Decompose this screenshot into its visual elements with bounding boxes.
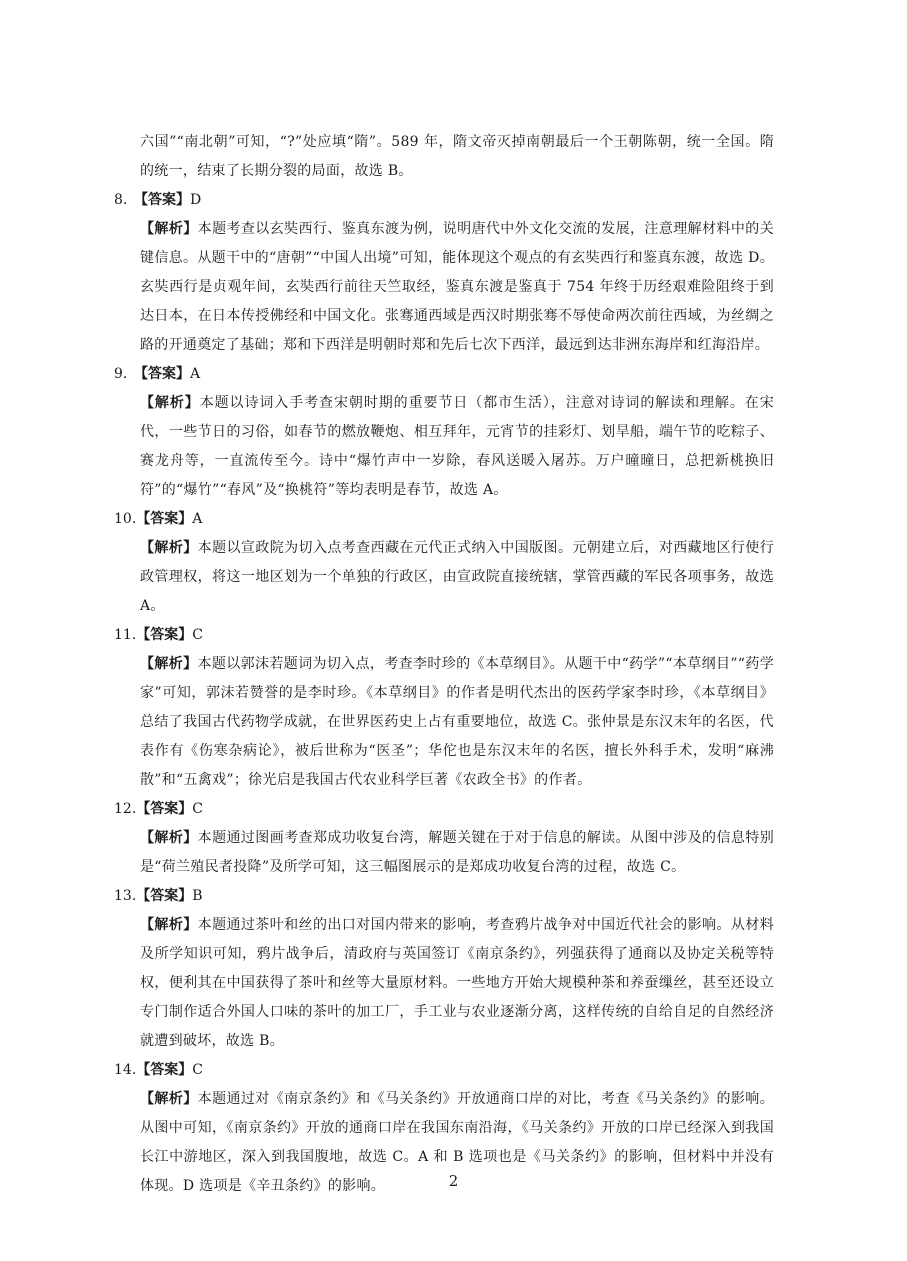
answer-explanations	[114, 128, 774, 1201]
analysis-text: 本题通过茶叶和丝的出口对国内带来的影响，考查鸦片战争对中国近代社会的影响。从材料及所学知识可知，鸦片战争后，清政府与英国签订《南京条约》，列强获得了通商以及协定关税等特权，便利其在中国获得了茶叶和丝等大量原材料。一些地方开始大规模种茶和养蚕缫丝，甚至还设立专门制作适合外国人口味的茶叶的加工厂，手工业与农业逐渐分离，这样传统的自给自足的自然经济就遭到破坏，故选 B。	[140, 917, 775, 1049]
answer-tag: 【答案】	[134, 192, 190, 208]
analysis-tag: 【解析】	[140, 830, 198, 846]
answer-value: A	[190, 366, 201, 382]
item-9	[114, 360, 774, 505]
answer-tag: 【答案】	[136, 511, 193, 527]
item-13	[114, 882, 774, 1056]
item-number: 12.	[114, 801, 137, 817]
answer-value: C	[192, 627, 203, 643]
item-number: 9.	[114, 366, 128, 382]
item-number: 8.	[114, 192, 128, 208]
page-number: 2	[448, 1172, 459, 1190]
item-11	[114, 621, 774, 795]
item-number: 10.	[114, 511, 137, 527]
answer-tag: 【答案】	[136, 627, 193, 643]
intro-paragraph: 六国”“南北朝”可知，“?”处应填“隋”。589 年，隋文帝灭掉南朝最后一个王朝陈朝，统一全国。隋的统一，结束了长期分裂的局面，故选 B。	[140, 134, 774, 179]
answer-tag: 【答案】	[134, 366, 190, 382]
answer-value: C	[192, 1062, 203, 1078]
analysis-text: 本题通过对《南京条约》和《马关条约》开放通商口岸的对比，考查《马关条约》的影响。从图中可知，《南京条约》开放的通商口岸在我国东南沿海，《马关条约》开放的口岸已经深入到我国长江中游地区，深入到我国腹地，故选 C。A 和 B 选项也是《马关条约》的影响，但材料中并没有体现。D 选项是《辛丑条约》的影响。	[140, 1091, 775, 1194]
analysis-text: 本题考查以玄奘西行、鉴真东渡为例，说明唐代中外文化交流的发展，注意理解材料中的关键信息。从题干中的“唐朝”“中国人出境”可知，能体现这个观点的有玄奘西行和鉴真东渡，故选 D。玄奘西行是贞观年间，玄奘西行前往天竺取经，鉴真东渡是鉴真于 754 年终于历经艰难险阻终于到达日本，在日本传授佛经和中国文化。张骞通西域是西汉时期张骞不辱使命两次前往西域，为丝绸之路的开通奠定了基础；郑和下西洋是明朝时郑和先后七次下西洋，最远到达非洲东海岸和红海沿岸。	[140, 221, 775, 353]
analysis-text: 本题通过图画考查郑成功收复台湾，解题关键在于对于信息的解读。从图中涉及的信息特别是“荷兰殖民者投降”及所学可知，这三幅图展示的是郑成功收复台湾的过程，故选 C。	[140, 830, 775, 875]
analysis-tag: 【解析】	[140, 917, 198, 933]
analysis-text: 本题以宣政院为切入点考查西藏在元代正式纳入中国版图。元朝建立后，对西藏地区行使行政管理权，将这一地区划为一个单独的行政区，由宣政院直接统辖，掌管西藏的军民各项事务，故选 A。	[140, 540, 775, 614]
analysis-text: 本题以诗词入手考查宋朝时期的重要节日（都市生活），注意对诗词的解读和理解。在宋代，一些节日的习俗，如春节的燃放鞭炮、相互拜年，元宵节的挂彩灯、划旱船，端午节的吃粽子、赛龙舟等，一直流传至今。诗中“爆竹声中一岁除，春风送暖入屠苏。万户曈曈日，总把新桃换旧符”的“爆竹”“春风”及“换桃符”等均表明是春节，故选 A。	[140, 395, 774, 498]
item-12	[114, 795, 774, 882]
item-number: 11.	[114, 627, 137, 643]
answer-tag: 【答案】	[136, 1062, 193, 1078]
analysis-tag: 【解析】	[140, 221, 198, 237]
analysis-tag: 【解析】	[140, 656, 198, 672]
answer-tag: 【答案】	[136, 888, 193, 904]
answer-value: D	[190, 192, 202, 208]
answer-value: A	[192, 511, 203, 527]
answer-value: B	[192, 888, 203, 904]
answer-tag: 【答案】	[136, 801, 193, 817]
item-number: 14.	[114, 1062, 137, 1078]
analysis-text: 本题以郭沫若题词为切入点，考查李时珍的《本草纲目》。从题干中“药学”“本草纲目”“药学家”可知，郭沫若赞誉的是李时珍。《本草纲目》的作者是明代杰出的医药学家李时珍，《本草纲目》总结了我国古代药物学成就，在世界医药史上占有重要地位，故选 C。张仲景是东汉末年的名医，代表作有《伤寒杂病论》，被后世称为“医圣”；华佗也是东汉末年的名医，擅长外科手术，发明“麻沸散”和“五禽戏”；徐光启是我国古代农业科学巨著《农政全书》的作者。	[140, 656, 774, 788]
analysis-tag: 【解析】	[140, 395, 200, 411]
analysis-tag: 【解析】	[140, 540, 198, 556]
analysis-tag: 【解析】	[140, 1091, 198, 1107]
item-number: 13.	[114, 888, 137, 904]
item-10	[114, 505, 774, 621]
item-8	[114, 186, 774, 360]
answer-value: C	[192, 801, 203, 817]
